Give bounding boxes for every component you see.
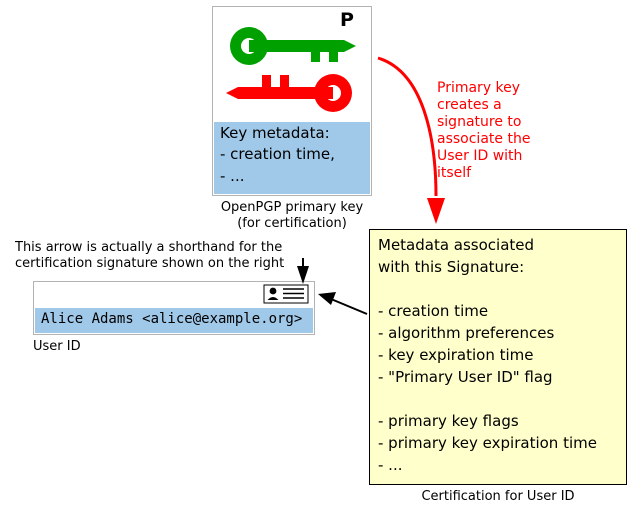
- user-id-value: Alice Adams <alice@example.org>: [41, 311, 303, 327]
- key-metadata-line-2: - ...: [220, 167, 245, 185]
- certification-item-5: - primary key flags: [378, 412, 519, 430]
- red-annotation-text: Primary key creates a signature to associate the User ID with itself: [437, 80, 531, 181]
- key-metadata-line-1: - creation time,: [220, 145, 335, 163]
- primary-key-letter-p: P: [340, 9, 354, 31]
- certification-item-7: - ...: [378, 456, 403, 474]
- shorthand-note-line-1: This arrow is actually a shorthand for the: [15, 240, 283, 255]
- certification-item-3: - "Primary User ID" flag: [378, 368, 553, 386]
- certification-label: Certification for User ID: [421, 489, 575, 504]
- key-metadata-strip: [214, 122, 370, 194]
- certification-item-2: - key expiration time: [378, 346, 534, 364]
- user-id-label: User ID: [33, 339, 81, 354]
- certification-card-text: [378, 234, 624, 476]
- shorthand-note-line-2: certification signature shown on the right: [15, 256, 285, 271]
- key-metadata-title: Key metadata:: [220, 124, 330, 142]
- certification-item-0: - creation time: [378, 302, 489, 320]
- certification-spacer-1: [378, 278, 624, 300]
- certification-heading-line-1: Metadata associated: [378, 236, 535, 254]
- certification-item-1: - algorithm preferences: [378, 324, 555, 342]
- certification-to-userid-arrow: [318, 292, 367, 314]
- certification-heading-line-2: with this Signature:: [378, 258, 525, 276]
- primary-key-caption-line-1: OpenPGP primary key: [220, 200, 364, 215]
- red-signature-arrow: [378, 58, 445, 224]
- certification-item-6: - primary key expiration time: [378, 434, 597, 452]
- primary-key-caption-line-2: (for certification): [237, 216, 347, 231]
- certification-item-4: [378, 388, 624, 410]
- shorthand-note: [15, 240, 305, 272]
